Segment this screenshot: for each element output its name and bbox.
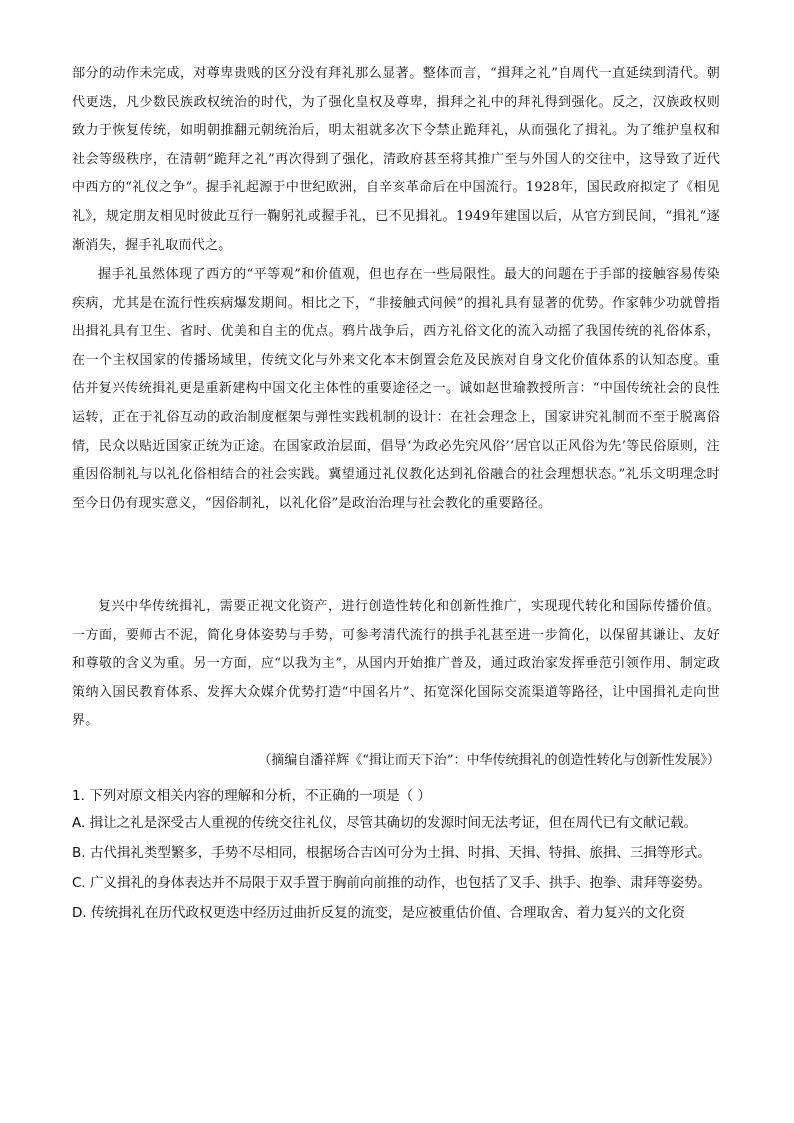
paragraph-text: 部分的动作未完成，对尊卑贵贱的区分没有拜礼那么显著。整体而言，“揖拜之礼”自周代一直延续到清代。朝代更迭，凡少数民族政权统治的时代，为了强化皇权及尊卑，揖拜之礼中的拜礼得到强化。反之，汉族政权则致力于恢复传统，如明朝推翻元朝统治后，明太祖就多次下令禁止跪拜礼，从而强化了揖礼。为了维护皇权和社会等级秩序，在清朝“跪拜之礼”再次得到了强化，清政府甚至将其推广至与外国人的交往中，这导致了近代中西方的“礼仪之争”。握手礼起源于中世纪欧洲，自辛亥革命后在中国流行。1928年，国民政府拟定了《相见礼》，规定朋友相见时彼此互行一鞠躬礼或握手礼，已不见揖礼。1949年建国以后，从官方到民间，“揖礼”逐渐消失，握手礼取而代之。 bbox=[72, 66, 720, 253]
passage-paragraph-1 bbox=[72, 60, 720, 260]
paragraph-text: 复兴中华传统揖礼，需要正视文化资产，进行创造性转化和创新性推广，实现现代转化和国际传播价值。一方面，要师古不泥，简化身体姿势与手势，可参考清代流行的拱手礼甚至进一步简化，以保留其谦让、友好和尊敬的含义为重。另一方面，应“以我为主”，从国内开始推广普及，通过政治家发挥垂范引领作用、制定政策纳入国民教育体系、发挥大众媒介优势打造“中国名片”、拓宽深化国际交流渠道等路径，让中国揖礼走向世界。 bbox=[72, 599, 720, 729]
passage-source-citation: （摘编自潘祥辉《“揖让而天下治”：中华传统揖礼的创造性转化与创新性发展》） bbox=[258, 753, 720, 768]
question-stem: 1. 下列对原文相关内容的理解和分析，不正确的一项是（ ） bbox=[72, 788, 431, 804]
paragraph-text: 握手礼虽然体现了西方的“平等观”和价值观，但也存在一些局限性。最大的问题在于手部的接触容易传染疾病，尤其是在流行性疾病爆发期间。相比之下，“非接触式问候”的揖礼具有显著的优势。作家韩少功就曾指出揖礼具有卫生、省时、优美和自主的优点。鸦片战争后，西方礼俗文化的流入动摇了我国传统的礼俗体系，在一个主权国家的传播场域里，传统文化与外来文化本末倒置会危及民族对自身文化价值体系的认知态度。重估并复兴传统揖礼更是重新建构中国文化主体性的重要途径之一。诚如赵世瑜教授所言：“中国传统社会的良性运转，正在于礼俗互动的政治制度框架与弹性实践机制的设计：在社会理念上，国家讲究礼制而不至于脱离俗情，民众以贴近国家正统为正途。在国家政治层面，倡导‘为政必先究风俗’‘居官以正风俗为先’等民俗原则，注重因俗制礼与以礼化俗相结合的社会实践。冀望通过礼仪教化达到礼俗融合的社会理想状态。”礼乐文明理念时至今日仍有现实意义，“因俗制礼，以礼化俗”是政治治理与社会教化的重要路径。 bbox=[72, 267, 720, 511]
option-a: A. 揖让之礼是深受古人重视的传统交往礼仪，尽管其确切的发源时间无法考证，但在周代已有文献记载。 bbox=[72, 815, 698, 831]
option-b: B. 古代揖礼类型繁多，手势不尽相同，根据场合吉凶可分为土揖、时揖、天揖、特揖、旅揖、三揖等形式。 bbox=[72, 845, 711, 861]
option-c: C. 广义揖礼的身体表达并不局限于双手置于胸前向前推的动作，也包括了叉手、拱手、抱拳、肃拜等姿势。 bbox=[72, 875, 712, 891]
question-1 bbox=[72, 784, 720, 928]
passage-paragraph-3 bbox=[72, 593, 720, 736]
passage-paragraph-2 bbox=[72, 261, 720, 518]
option-d: D. 传统揖礼在历代政权更迭中经历过曲折反复的流变，是应被重估价值、合理取舍、着力复兴的文化资 bbox=[72, 905, 685, 921]
